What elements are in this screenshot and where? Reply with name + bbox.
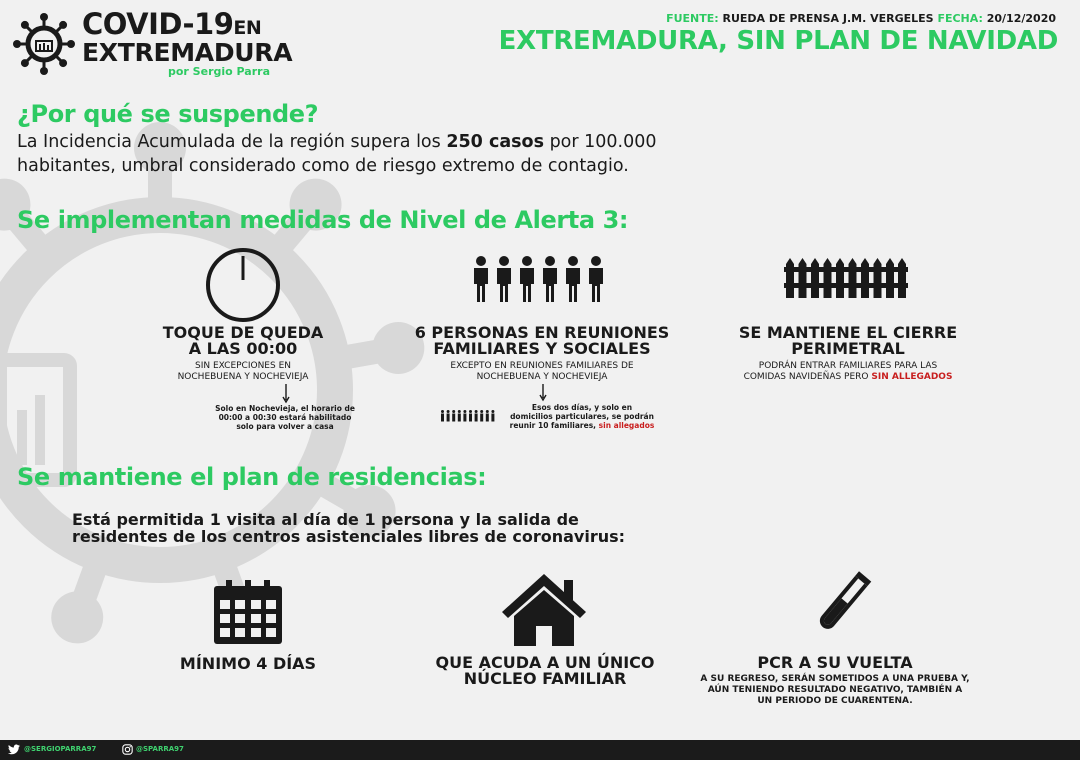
curfew-block xyxy=(118,325,368,383)
logo-virus-icon xyxy=(12,12,76,76)
perimeter-title-2: PERIMETRAL xyxy=(791,339,905,358)
perimeter-sub-red: SIN ALLEGADOS xyxy=(871,372,953,382)
source-value: RUEDA DE PRENSA J.M. VERGELES xyxy=(722,12,934,25)
twitter-handle[interactable]: @SERGIOPARRA97 xyxy=(24,745,97,753)
residences-intro-2: residentes de los centros asistenciales libres de coronavirus: xyxy=(72,527,626,546)
pcr-title: PCR A SU VUELTA xyxy=(757,653,913,672)
house-icon xyxy=(502,574,586,646)
footer-bar xyxy=(0,740,1080,760)
curfew-sub-2: NOCHEBUENA Y NOCHEVIEJA xyxy=(177,372,309,382)
why-text-a: La Incidencia Acumulada de la región supera los xyxy=(17,132,447,152)
arrow-down-icon xyxy=(282,384,290,404)
page-headline: EXTREMADURA, SIN PLAN DE NAVIDAD xyxy=(498,26,1058,56)
measures-heading: Se implementan medidas de Nivel de Alerta 3: xyxy=(17,206,629,234)
calendar-icon xyxy=(214,580,282,644)
meetings-title-1: 6 PERSONAS EN REUNIONES xyxy=(414,323,670,342)
household-block xyxy=(400,655,690,687)
pcr-sub-3: UN PERIODO DE CUARENTENA. xyxy=(757,696,913,706)
curfew-title-2: A LAS 00:00 xyxy=(188,339,298,358)
residences-intro xyxy=(72,511,672,545)
instagram-icon[interactable] xyxy=(122,744,133,755)
perimeter-sub-1: PODRÁN ENTRAR FAMILIARES PARA LAS xyxy=(758,361,938,371)
meetings-note-2: domicilios particulares, se podrán xyxy=(510,412,654,421)
source-line xyxy=(666,12,1056,25)
brand-en: EN xyxy=(233,17,262,39)
clock-icon xyxy=(204,246,282,324)
meetings-title-2: FAMILIARES Y SOCIALES xyxy=(433,339,651,358)
curfew-note-3: solo para volver a casa xyxy=(236,422,334,431)
ten-people-icon xyxy=(440,410,498,422)
curfew-note-2: 00:00 a 00:30 estará habilitado xyxy=(218,413,352,422)
perimeter-sub-2: COMIDAS NAVIDEÑAS PERO xyxy=(743,372,869,382)
pcr-sub-2: AÚN TENIENDO RESULTADO NEGATIVO, TAMBIÉN A xyxy=(707,685,963,695)
pcr-block xyxy=(690,655,980,707)
residences-heading: Se mantiene el plan de residencias: xyxy=(17,463,487,491)
household-title-2: NÚCLEO FAMILIAR xyxy=(463,669,627,688)
instagram-handle[interactable]: @SPARRA97 xyxy=(136,745,184,753)
why-text xyxy=(17,130,717,178)
residences-intro-1: Está permitida 1 visita al día de 1 persona y la salida de xyxy=(72,510,579,529)
twitter-icon[interactable] xyxy=(8,744,20,755)
household-title-1: QUE ACUDA A UN ÚNICO xyxy=(435,653,655,672)
meetings-sub-2: NOCHEBUENA Y NOCHEVIEJA xyxy=(476,372,608,382)
date-value: 20/12/2020 xyxy=(986,12,1056,25)
why-text-c: habitantes, umbral considerado como de riesgo extremo de contagio. xyxy=(17,156,629,176)
brand-title: COVID-19 xyxy=(82,7,234,41)
perimeter-title-1: SE MANTIENE EL CIERRE xyxy=(738,323,958,342)
date-label: FECHA: xyxy=(937,12,983,25)
brand-author: por Sergio Parra xyxy=(168,65,270,78)
meetings-sub-1: EXCEPTO EN REUNIONES FAMILIARES DE xyxy=(450,361,634,371)
fence-icon xyxy=(784,258,908,298)
people-icon xyxy=(472,256,610,302)
curfew-note-1: Solo en Nochevieja, el horario de xyxy=(215,404,355,413)
curfew-note xyxy=(200,404,370,431)
curfew-title-1: TOQUE DE QUEDA xyxy=(162,323,324,342)
min-days-title: MÍNIMO 4 DÍAS xyxy=(179,654,317,673)
test-tube-icon xyxy=(808,570,876,638)
perimeter-block xyxy=(708,325,988,383)
arrow-down-icon xyxy=(539,384,547,402)
pcr-sub-1: A SU REGRESO, SERÁN SOMETIDOS A UNA PRUEBA Y, xyxy=(700,674,970,684)
why-text-b: por 100.000 xyxy=(544,132,657,152)
brand-region: EXTREMADURA xyxy=(82,38,293,67)
meetings-note-3: reunir 10 familiares, xyxy=(509,421,597,430)
why-text-bold: 250 casos xyxy=(446,132,544,152)
why-heading: ¿Por qué se suspende? xyxy=(17,100,319,128)
brand-block xyxy=(82,7,293,78)
meetings-block xyxy=(392,325,692,383)
curfew-sub-1: SIN EXCEPCIONES EN xyxy=(195,361,291,371)
meetings-note-red: sin allegados xyxy=(598,421,655,430)
meetings-note xyxy=(492,403,672,430)
meetings-note-1: Esos dos días, y solo en xyxy=(531,403,633,412)
source-label: FUENTE: xyxy=(666,12,719,25)
